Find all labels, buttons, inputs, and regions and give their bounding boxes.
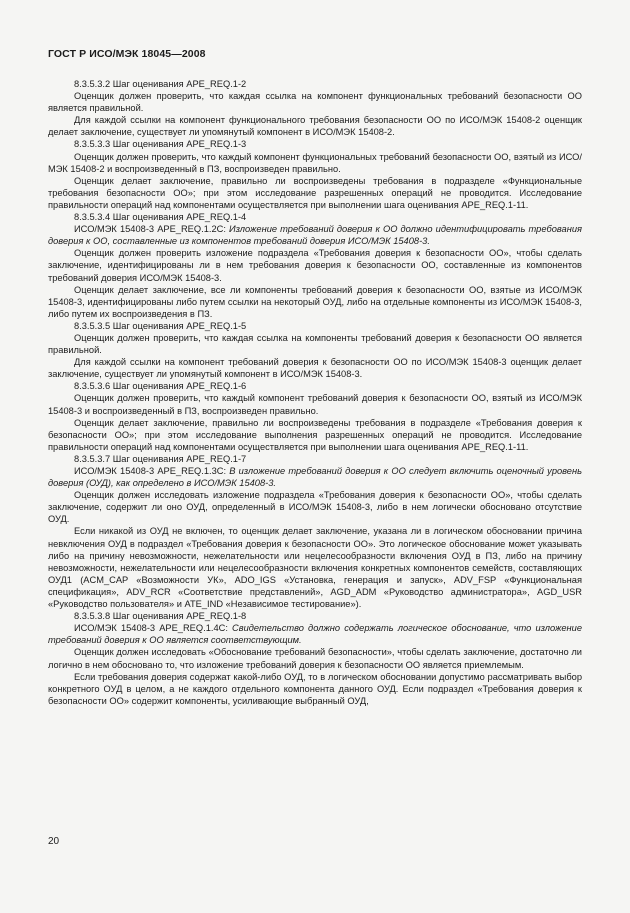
step-heading: 8.3.5.3.4 Шаг оценивания APE_REQ.1-4 (74, 212, 247, 223)
body-paragraph: Оценщик должен проверить, что каждый компонент требований доверия к безопасности ОО, взятый из ИСО/МЭК 15408-3 и воспроизведенный в ПЗ, воспроизведен правильно. (48, 393, 582, 416)
body-paragraph: Оценщик делает заключение, все ли компоненты требований доверия к безопасности ОО, взятые из ИСО/МЭК 15408-3, идентифицированы либо путем ссылки на некоторый ОУД, либо на отдельные компоненты из ИСО/МЭК 15408-3, либо путем их воспроизведения в ПЗ. (48, 284, 582, 319)
citation-ref: ИСО/МЭК 15408-3 APE_REQ.1.3C: (74, 466, 230, 476)
citation-ref: ИСО/МЭК 15408-3 APE_REQ.1.2C: (74, 224, 230, 235)
step-heading: 8.3.5.3.3 Шаг оценивания APE_REQ.1-3 (74, 139, 247, 150)
step-heading: 8.3.5.3.6 Шаг оценивания APE_REQ.1-6 (74, 381, 247, 392)
body-paragraph: Оценщик делает заключение, правильно ли воспроизведены требования в подразделе «Требования доверия к безопасности ОО»; при этом исследование выполнения разрешенных операций не проводится. Исследование правильности операций над компонентами осуществляется при выполнении шага оценивания APE_REQ.1-11. (48, 417, 582, 452)
body-paragraph: Если никакой из ОУД не включен, то оценщик делает заключение, указана ли в логическом обосновании причина невключения ОУД в подраздел «Требования доверия к безопасности ОО». Это логическое обоснование может указывать либо на причину невозможности, нежелательности или нецелесообразности включения ОУД в ПЗ, либо на причину невозможности, нежелательности или нецелесообразности включения конкретных компонентов семейств, составляющих ОУД1 (ACM_CAP «Возможности УК», ADO_IGS «Установка, генерация и запуск», ADV_FSP «Функциональная спецификация», ADV_RCR «Соответствие представлений», AGD_ADM «Руководство администратора», AGD_USR «Руководство пользователя» и ATE_IND «Независимое тестирование»). (48, 526, 582, 610)
requirement-citation (48, 622, 582, 646)
citation-text: Изложение требований доверия к ОО должно идентифицировать требования доверия к ОО, составленные из компонентов требований доверия ИСО/МЭК 15408-3. (48, 224, 582, 247)
body-paragraph: Оценщик должен проверить, что каждая ссылка на компонент функциональных требований безопасности ОО является правильной. (48, 91, 582, 114)
body-paragraph: Оценщик делает заключение, правильно ли воспроизведены требования в подразделе «Функциональные требования безопасности ОО»; при этом исследование разрешенных операций не проводится. Исследование правильности операций над компонентами осуществляется при выполнении шага оценивания APE_REQ.1-11. (48, 175, 582, 210)
body-paragraph: Если требования доверия содержат какой-либо ОУД, то в логическом обосновании допустимо рассматривать выбор конкретного ОУД в целом, а не каждого отдельного компонента данного ОУД. Если подраздел «Требования доверия к безопасности ОО» содержит компоненты, усиливающие выбранный ОУД, (48, 671, 582, 706)
requirement-citation (48, 465, 582, 489)
citation-ref: ИСО/МЭК 15408-3 APE_REQ.1.4C: (74, 623, 233, 634)
page-number: 20 (48, 836, 60, 847)
step-heading: 8.3.5.3.5 Шаг оценивания APE_REQ.1-5 (74, 320, 247, 331)
step-heading: 8.3.5.3.8 Шаг оценивания APE_REQ.1-8 (74, 611, 247, 622)
body-paragraph: Оценщик должен исследовать изложение подраздела «Требования доверия к безопасности ОО», чтобы сделать заключение, содержит ли оно ОУД, определенный в ИСО/МЭК 15408-3, либо в нем логически обосновано отсутствие ОУД. (48, 490, 582, 525)
citation-text: В изложение требований доверия к ОО следует включить оценочный уровень доверия (ОУД), как определено в ИСО/МЭК 15408-3. (48, 466, 582, 489)
body-paragraph: Оценщик должен проверить, что каждая ссылка на компоненты требований доверия к безопасности ОО является правильной. (48, 332, 582, 356)
body-paragraph: Для каждой ссылки на компонент функционального требования безопасности ОО по ИСО/МЭК 15408-2 оценщик делает заключение, существует ли упомянутый компонент в ИСО/МЭК 15408-2. (48, 115, 582, 138)
step-heading: 8.3.5.3.2 Шаг оценивания APE_REQ.1-2 (74, 79, 247, 89)
document-body (48, 78, 582, 707)
body-paragraph: Для каждой ссылки на компонент требований доверия к безопасности ОО по ИСО/МЭК 15408-3 оценщик делает заключение, существует ли упомянутый компонент в ИСО/МЭК 15408-3. (48, 357, 582, 380)
body-paragraph: Оценщик должен проверить изложение подраздела «Требования доверия к безопасности ОО», чтобы сделать заключение, идентифицированы ли в нем требования доверия к безопасности ОО, составленные из компонентов требований доверия ИСО/МЭК 15408-3. (48, 248, 582, 283)
step-heading: 8.3.5.3.7 Шаг оценивания APE_REQ.1-7 (74, 453, 247, 464)
requirement-citation (48, 223, 582, 247)
citation-text: Свидетельство должно содержать логическое обоснование, что изложение требований доверия к ОО является соответствующим. (48, 623, 582, 646)
body-paragraph: Оценщик должен проверить, что каждый компонент функциональных требований безопасности ОО, взятый из ИСО/МЭК 15408-2 и воспроизведенный в ПЗ, воспроизведен правильно. (48, 151, 582, 174)
body-paragraph: Оценщик должен исследовать «Обоснование требований безопасности», чтобы сделать заключение, достаточно ли логично в нем обосновано то, что изложение требований доверия к безопасности ОО является приемлемым. (48, 647, 582, 670)
document-header: ГОСТ Р ИСО/МЭК 18045—2008 (48, 48, 206, 60)
